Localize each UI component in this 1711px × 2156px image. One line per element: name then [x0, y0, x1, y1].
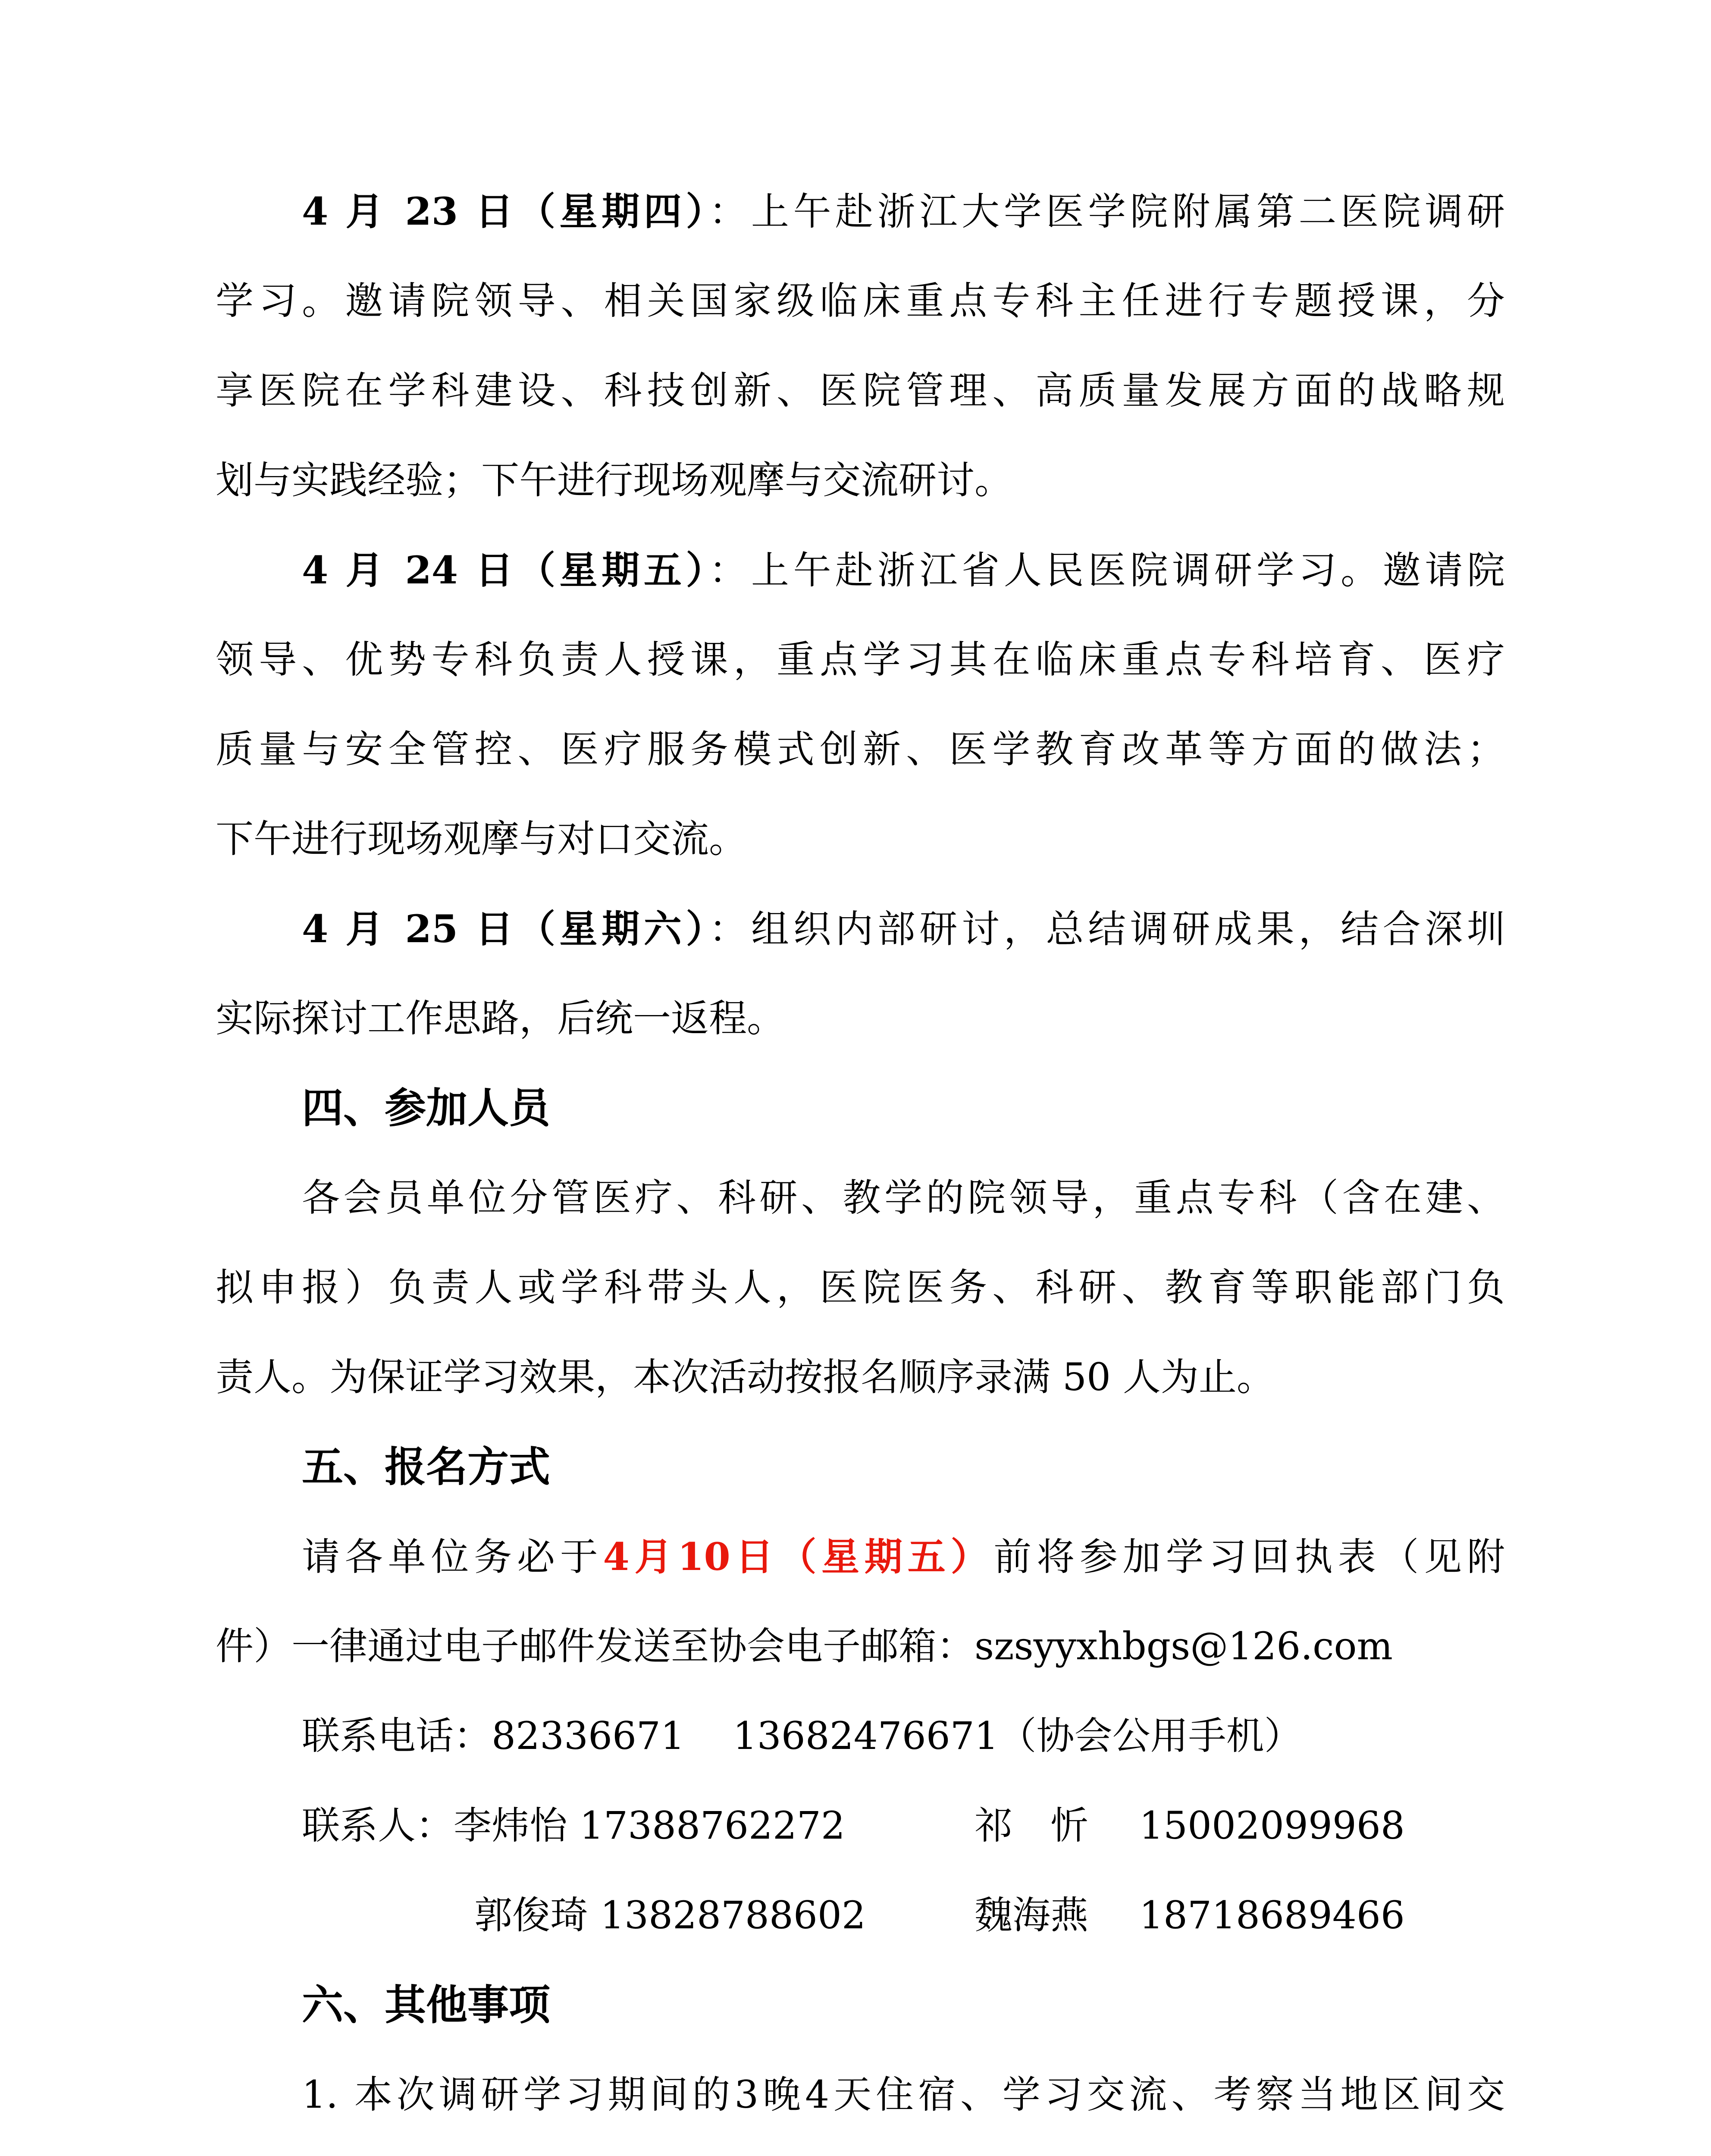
para-0424-line-1	[302, 544, 1505, 596]
contact-row-2-col-2	[975, 1890, 1405, 1941]
section-4-line-1: 各会员单位分管医疗、科研、教学的院领导，重点专科（含在建、	[302, 1175, 1505, 1220]
contact-row-1-col-2	[975, 1800, 1405, 1852]
section-4-line-3: 责人。为保证学习效果，本次活动按报名顺序录满 50 人为止。	[216, 1355, 1275, 1399]
deadline-highlight: 4月10日（星期五）	[603, 1534, 994, 1579]
para-0425-date: 4 月 25 日（星期六）	[302, 906, 709, 951]
para-0425-line-2: 实际探讨工作思路，后统一返程。	[216, 996, 785, 1040]
section-4-heading: 四、参加人员	[302, 1084, 550, 1132]
section-5-line-1-pre: 请各单位务必于	[302, 1535, 603, 1579]
section-5-line-1-post: 前将参加学习回执表（见附	[993, 1535, 1505, 1579]
para-0425-text-1: ：组织内部研讨，总结调研成果，结合深圳	[709, 907, 1505, 951]
contact-label: 联系人：	[302, 1803, 454, 1848]
section-5-line-1	[302, 1531, 1505, 1583]
para-0424-line-3: 质量与安全管控、医疗服务模式创新、医学教育改革等方面的做法；	[216, 727, 1505, 771]
para-0423-text-1: ：上午赴浙江大学医学院附属第二医院调研	[709, 189, 1505, 234]
para-0423-line-1	[302, 185, 1505, 237]
contact-1-name: 李炜怡	[454, 1803, 568, 1848]
contact-4-name: 魏海燕	[975, 1893, 1089, 1937]
para-0423-line-2: 学习。邀请院领导、相关国家级临床重点专科主任进行专题授课，分	[216, 279, 1505, 323]
section-5-line-2: 件）一律通过电子邮件发送至协会电子邮箱：szsyyxhbgs@126.com	[216, 1624, 1393, 1668]
section-6-heading: 六、其他事项	[302, 1981, 550, 2029]
para-0423-line-3: 享医院在学科建设、科技创新、医院管理、高质量发展方面的战略规	[216, 368, 1505, 413]
para-0423-date: 4 月 23 日（星期四）	[302, 189, 709, 234]
contact-2-phone: 15002099968	[1139, 1803, 1405, 1848]
para-0423-line-4: 划与实践经验；下午进行现场观摩与交流研讨。	[216, 458, 1013, 502]
contact-3-phone: 13828788602	[600, 1893, 866, 1937]
para-0425-line-1	[302, 903, 1505, 955]
contact-1-phone: 17388762272	[580, 1803, 845, 1848]
contact-3-name: 郭俊琦	[474, 1893, 589, 1937]
contact-phone-line: 联系电话：82336671 13682476671（协会公用手机）	[302, 1714, 1302, 1758]
contact-2-name: 祁 忻	[975, 1803, 1089, 1848]
para-0424-text-1: ：上午赴浙江省人民医院调研学习。邀请院	[709, 548, 1505, 592]
para-0424-date: 4 月 24 日（星期五）	[302, 548, 709, 592]
section-6-line-1: 1. 本次调研学习期间的3晚4天住宿、学习交流、考察当地区间交	[302, 2072, 1505, 2117]
section-5-heading: 五、报名方式	[302, 1442, 550, 1491]
contact-row-1	[302, 1800, 845, 1852]
contact-4-phone: 18718689466	[1139, 1893, 1405, 1937]
para-0424-line-2: 领导、优势专科负责人授课，重点学习其在临床重点专科培育、医疗	[216, 637, 1505, 682]
section-4-line-2: 拟申报）负责人或学科带头人，医院医务、科研、教育等职能部门负	[216, 1265, 1505, 1310]
para-0424-line-4: 下午进行现场观摩与对口交流。	[216, 817, 747, 861]
contact-row-2	[474, 1890, 866, 1941]
